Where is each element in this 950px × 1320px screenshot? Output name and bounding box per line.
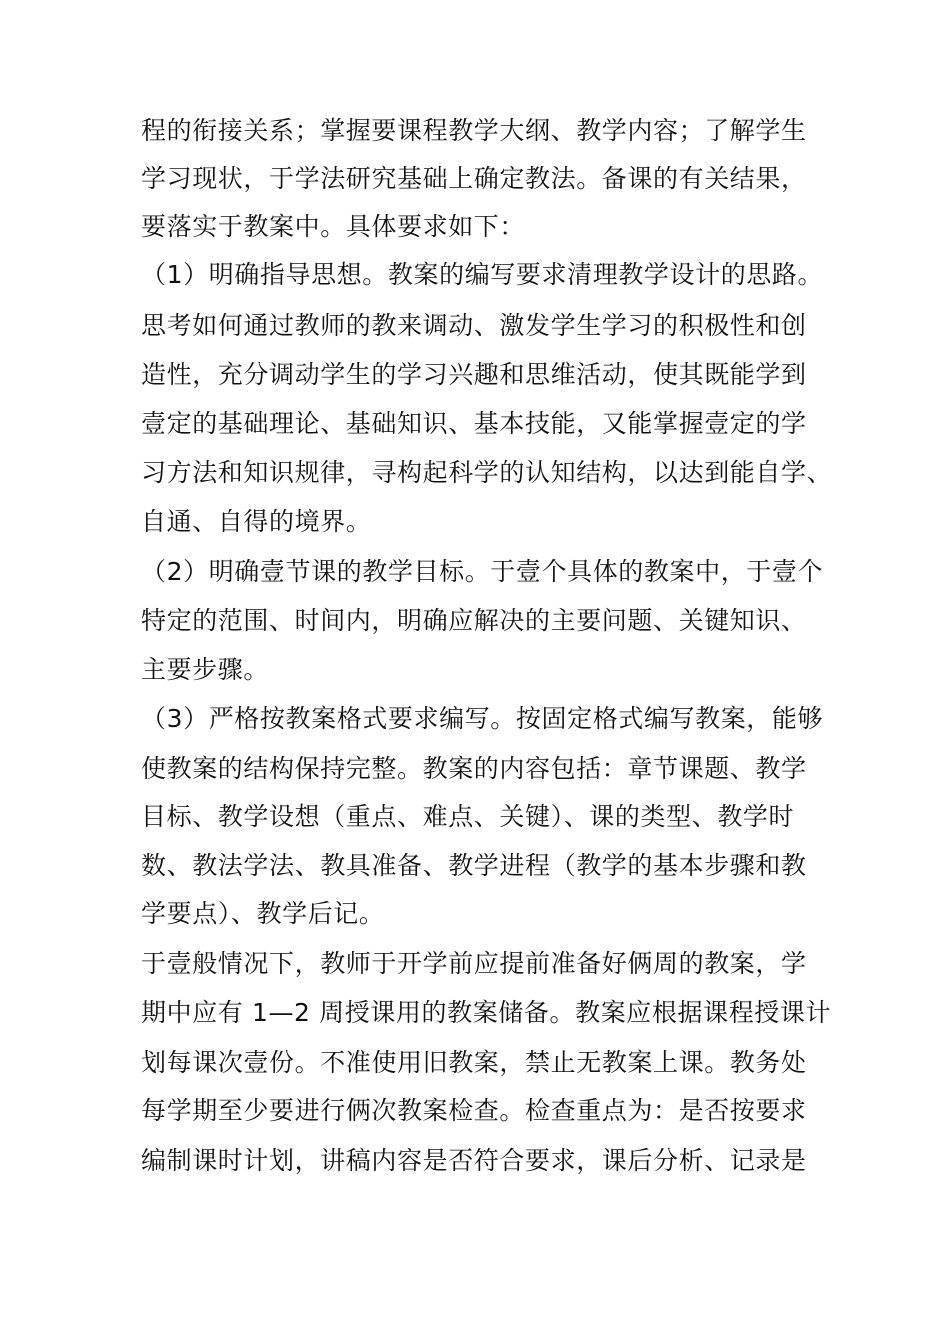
text-line: 使教案的结构保持完整。教案的内容包括：章节课题、教学 [141,754,807,783]
text-line: 壹定的基础理论、基础知识、基本技能，又能掌握壹定的学 [141,409,807,438]
text-line: 每学期至少要进行俩次教案检查。检查重点为：是否按要求 [141,1096,807,1125]
text-line: 主要步骤。 [141,655,270,684]
text-line: 习方法和知识规律，寻构起科学的认知结构，以达到能自学、 [141,458,833,487]
text-line: 目标、教学设想（重点、难点、关键）、课的类型、教学时 [141,802,795,831]
text-line: 思考如何通过教师的教来调动、激发学生学习的积极性和创 [141,311,807,340]
text-line: 特定的范围、时间内，明确应解决的主要问题、关键知识、 [141,606,807,635]
text-line: （2）明确壹节课的教学目标。于壹个具体的教案中，于壹个 [141,557,824,586]
text-line: 划每课次壹份。不准使用旧教案，禁止无教案上课。教务处 [141,1048,807,1077]
text-line: 造性，充分调动学生的学习兴趣和思维活动，使其既能学到 [141,360,807,389]
text-line: 于壹般情况下，教师于开学前应提前准备好俩周的教案，学 [141,949,807,978]
text-line: 自通、自得的境界。 [141,507,372,536]
text-line: 学要点）、教学后记。 [141,899,385,928]
text-line: （3）严格按教案格式要求编写。按固定格式编写教案，能够 [141,704,824,733]
text-line: 编制课时计划，讲稿内容是否符合要求，课后分析、记录是 [141,1146,807,1175]
text-line: 期中应有 1—2 周授课用的教案储备。教案应根据课程授课计 [141,998,832,1027]
text-line: 要落实于教案中。具体要求如下： [141,212,526,241]
text-line: 程的衔接关系；掌握要课程教学大纲、教学内容；了解学生 [141,116,807,145]
text-line: 数、教法学法、教具准备、教学进程（教学的基本步骤和教 [141,851,807,880]
text-line: （1）明确指导思想。教案的编写要求清理教学设计的思路。 [141,260,824,289]
text-line: 学习现状，于学法研究基础上确定教法。备课的有关结果， [141,164,807,193]
